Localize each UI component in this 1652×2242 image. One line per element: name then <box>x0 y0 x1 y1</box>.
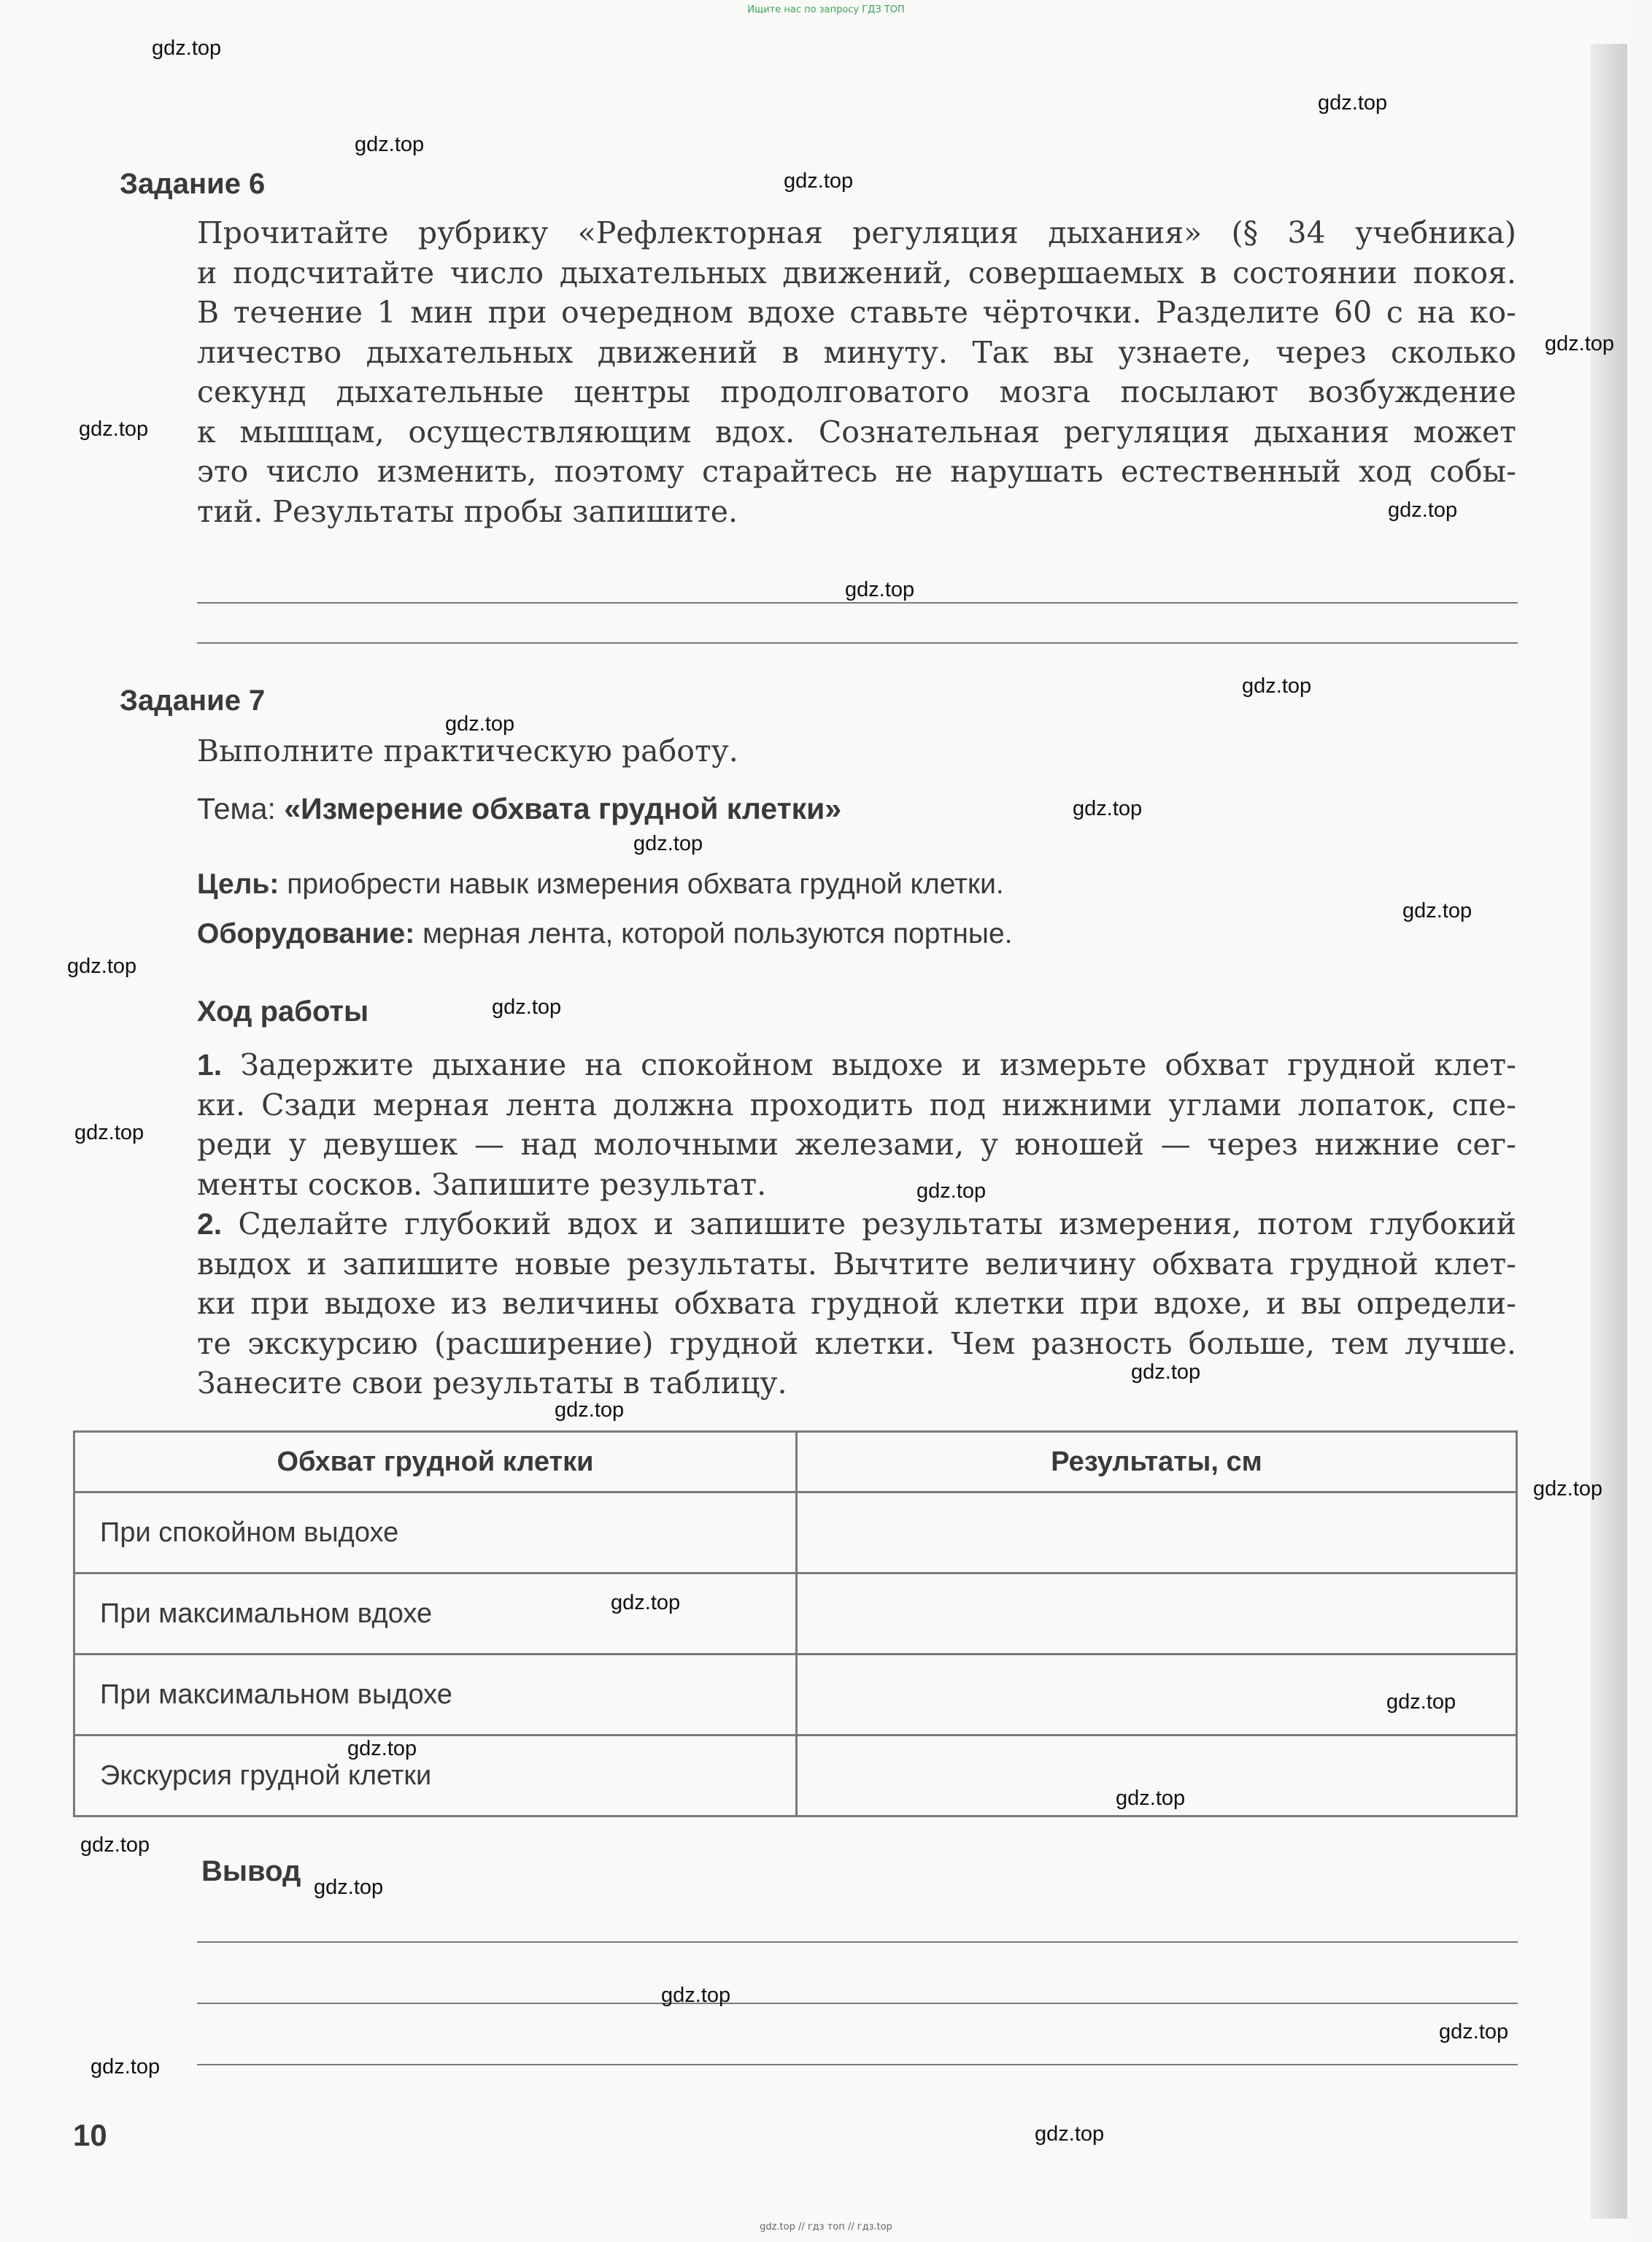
equipment-text: мерная лента, которой пользуются портные. <box>422 918 1013 949</box>
watermark: gdz.top <box>1402 899 1472 922</box>
page-edge <box>1591 44 1627 2219</box>
watermark: gdz.top <box>74 1121 144 1144</box>
table-row <box>74 1654 1517 1736</box>
header-note: Ищите нас по запросу ГДЗ ТОП <box>747 4 905 15</box>
table-row-label: При максимальном выдохе <box>74 1654 797 1736</box>
watermark: gdz.top <box>1545 332 1615 355</box>
procedure-title: Ход работы <box>197 995 369 1028</box>
watermark: gdz.top <box>1533 1477 1603 1501</box>
page-number: 10 <box>73 2118 107 2152</box>
watermark: gdz.top <box>1116 1787 1186 1810</box>
watermark: gdz.top <box>1388 498 1458 522</box>
watermark: gdz.top <box>1073 797 1143 820</box>
step2-line: те экскурсию (расширение) грудной клетки. Чем разность больше, тем лучше. <box>197 1325 1516 1361</box>
watermark: gdz.top <box>611 1591 681 1614</box>
step1-line: ки. Сзади мерная лента должна проходить под нижними углами лопаток, спе- <box>197 1087 1516 1122</box>
task6-line: к мышцам, осуществляющим вдох. Сознательная регуляция дыхания может <box>197 414 1516 450</box>
goal-text: приобрести навык измерения обхвата грудной клетки. <box>287 868 1004 900</box>
task6-line: В течение 1 мин при очередном вдохе ставьте чёрточки. Разделите 60 с на ко- <box>197 295 1516 330</box>
watermark: gdz.top <box>1386 1690 1456 1714</box>
watermark: gdz.top <box>1131 1360 1201 1384</box>
step2-line: ки при выдохе из величины обхвата грудной клетки при вдохе, и вы определи- <box>197 1286 1516 1321</box>
step1-text <box>197 1045 1516 1204</box>
answer-line <box>197 642 1518 644</box>
topic-text: «Измерение обхвата грудной клетки» <box>284 792 842 825</box>
watermark: gdz.top <box>314 1876 384 1899</box>
table-row-label: При максимальном вдохе <box>74 1573 797 1654</box>
watermark: gdz.top <box>845 578 915 601</box>
footer-note: gdz.top // гдз топ // гдз.top <box>760 2222 892 2233</box>
goal-label: Цель: <box>197 868 279 900</box>
task6-line: это число изменить, поэтому старайтесь не нарушать естественный ход собы- <box>197 454 1516 489</box>
watermark: gdz.top <box>555 1398 625 1422</box>
results-table <box>73 1430 1518 1817</box>
task6-line: личество дыхательных движений в минуту. Так вы узнаете, через сколько <box>197 334 1516 370</box>
answer-line <box>197 2064 1518 2065</box>
task6-title: Задание 6 <box>120 168 266 200</box>
watermark: gdz.top <box>1439 2020 1509 2043</box>
watermark: gdz.top <box>916 1179 987 1203</box>
watermark: gdz.top <box>80 1833 150 1857</box>
watermark: gdz.top <box>1318 91 1388 115</box>
watermark: gdz.top <box>67 955 137 978</box>
step2-line: выдох и запишите новые результаты. Вычтите величину обхвата грудной клет- <box>197 1246 1516 1282</box>
table-row <box>74 1492 1517 1573</box>
step2-number: 2. <box>197 1207 223 1241</box>
step2-line: Занесите свои результаты в таблицу. <box>197 1365 787 1401</box>
watermark: gdz.top <box>79 417 149 441</box>
table-row-label: При спокойном выдохе <box>74 1492 797 1573</box>
table-header: Результаты, см <box>797 1432 1517 1492</box>
watermark: gdz.top <box>661 1984 731 2007</box>
watermark: gdz.top <box>152 36 222 60</box>
task6-line: секунд дыхательные центры продолговатого мозга посылают возбуждение <box>197 374 1516 409</box>
watermark: gdz.top <box>445 712 515 736</box>
answer-line <box>197 2003 1518 2004</box>
table-header: Обхват грудной клетки <box>74 1432 797 1492</box>
task6-text <box>197 213 1516 531</box>
answer-line <box>197 602 1518 604</box>
table-row <box>74 1736 1517 1817</box>
watermark: gdz.top <box>355 133 425 156</box>
conclusion-title: Вывод <box>201 1855 301 1887</box>
watermark: gdz.top <box>633 832 703 855</box>
task7-equipment <box>197 918 1013 950</box>
topic-label: Тема: <box>197 792 276 825</box>
step1-number: 1. <box>197 1048 223 1082</box>
step1-line: реди у девушек — над молочными железами, у юношей — через нижние сег- <box>197 1127 1516 1162</box>
watermark: gdz.top <box>90 2055 161 2079</box>
step2-line-text: Сделайте глубокий вдох и запишите результаты измерения, потом глубокий <box>238 1206 1516 1241</box>
task6-line: и подсчитайте число дыхательных движений, совершаемых в состоянии покоя. <box>197 255 1516 290</box>
task7-topic <box>197 792 841 826</box>
table-row-label: Экскурсия грудной клетки <box>74 1736 797 1817</box>
step2-line <box>197 1204 1516 1244</box>
watermark: gdz.top <box>347 1737 417 1760</box>
watermark: gdz.top <box>784 169 854 193</box>
watermark: gdz.top <box>492 995 562 1019</box>
task7-title: Задание 7 <box>120 685 266 717</box>
task7-goal <box>197 868 1004 901</box>
task6-line: тий. Результаты пробы запишите. <box>197 493 738 529</box>
watermark: gdz.top <box>1242 674 1312 698</box>
step1-line: менты сосков. Запишите результат. <box>197 1166 767 1202</box>
step2-text <box>197 1204 1516 1403</box>
equipment-label: Оборудование: <box>197 918 415 949</box>
task7-intro: Выполните практическую работу. <box>197 733 738 768</box>
table-row-value[interactable] <box>797 1492 1517 1573</box>
step1-line <box>197 1045 1516 1085</box>
table-header-row <box>74 1432 1517 1492</box>
task6-line: Прочитайте рубрику «Рефлекторная регуляция дыхания» (§ 34 учебника) <box>197 215 1516 250</box>
step1-line-text: Задержите дыхание на спокойном выдохе и измерьте обхват грудной клет- <box>240 1047 1516 1082</box>
watermark: gdz.top <box>1035 2122 1105 2146</box>
table-row <box>74 1573 1517 1654</box>
answer-line <box>197 1941 1518 1943</box>
table-row-value[interactable] <box>797 1573 1517 1654</box>
